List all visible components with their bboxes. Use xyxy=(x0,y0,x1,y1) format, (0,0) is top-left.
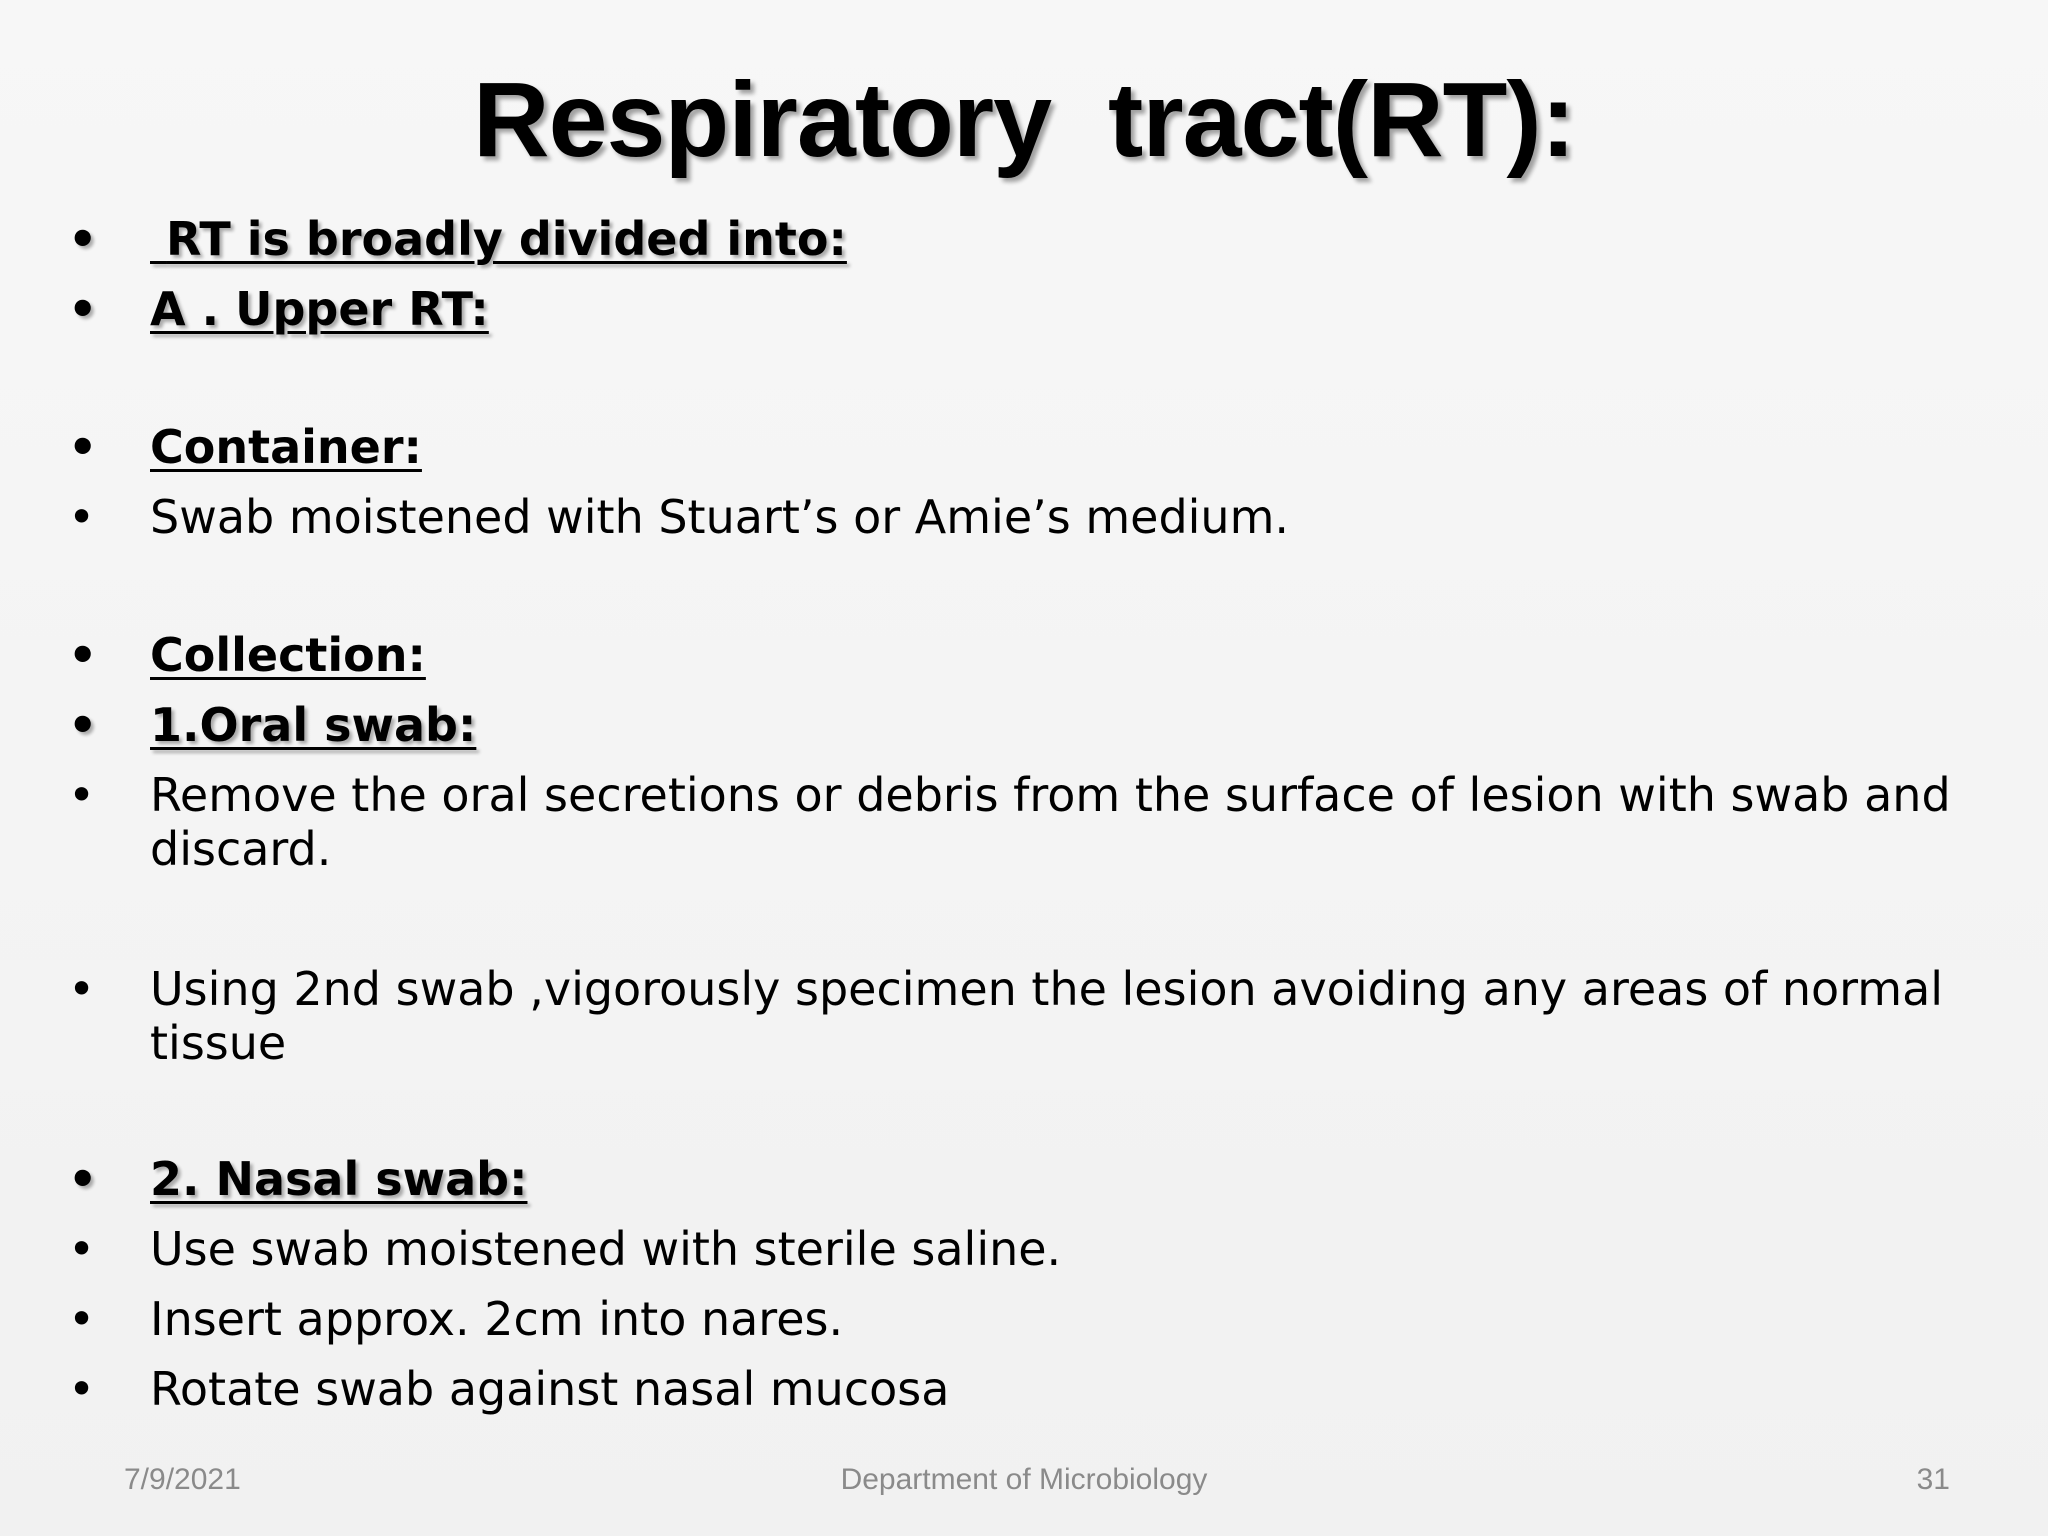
bullet-item: • Rotate swab against nasal mucosa xyxy=(150,1362,1990,1416)
footer-department: Department of Microbiology xyxy=(840,1463,1208,1496)
bullet-item: • RT is broadly divided into: xyxy=(150,212,1990,266)
bullet-item: • 2. Nasal swab: xyxy=(150,1152,1990,1206)
bullet-item: • Container: xyxy=(150,420,1990,474)
slide-title: Respiratory tract(RT): xyxy=(473,61,1575,179)
bullet-item: • A . Upper RT: xyxy=(150,282,1990,336)
footer-page-number: 31 xyxy=(1916,1463,1950,1496)
footer-date: 7/9/2021 xyxy=(124,1463,241,1496)
bullet-item: • Insert approx. 2cm into nares. xyxy=(150,1292,1990,1346)
bullet-item: • Using 2nd swab ,vigorously specimen the lesion avoiding any areas of normal tissue xyxy=(150,962,1990,1070)
bullet-item: • Swab moistened with Stuart’s or Amie’s medium. xyxy=(150,490,1990,544)
bullet-item: • 1.Oral swab: xyxy=(150,698,1990,752)
bullet-item: • Collection: xyxy=(150,628,1990,682)
bullet-item: • Remove the oral secretions or debris from the surface of lesion with swab and discard. xyxy=(150,768,1990,876)
bullet-item: • Use swab moistened with sterile saline. xyxy=(150,1222,1990,1276)
